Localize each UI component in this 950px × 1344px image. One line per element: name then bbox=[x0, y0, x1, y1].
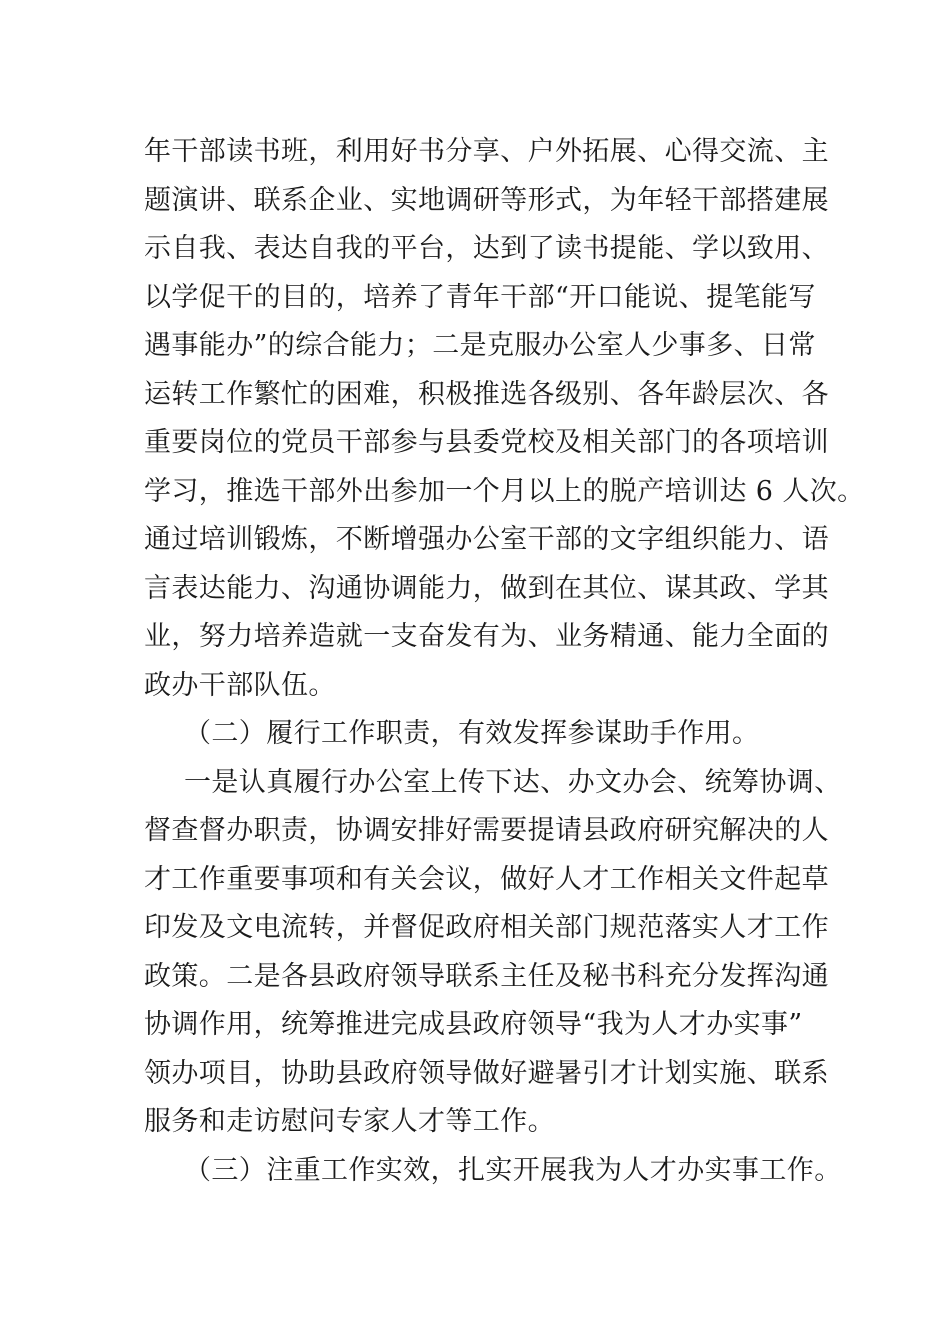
paragraph-line: 示自我、表达自我的平台，达到了读书提能、学以致用、 bbox=[144, 233, 829, 264]
paragraph-line: 才工作重要事项和有关会议，做好人才工作相关文件起草 bbox=[144, 863, 829, 895]
paragraph-line: 服务和走访慰问专家人才等工作。 bbox=[144, 1106, 555, 1137]
paragraph-line: 政办干部队伍。 bbox=[144, 669, 336, 701]
paragraph-line: 业，努力培养造就一支奋发有为、业务精通、能力全面的 bbox=[144, 621, 829, 652]
paragraph-line: 言表达能力、沟通协调能力，做到在其位、谋其政、学其 bbox=[144, 572, 829, 604]
section-heading: （三）注重工作实效，扎实开展我为人才办实事工作。 bbox=[184, 1154, 842, 1186]
paragraph-line: 学习，推选干部外出参加一个月以上的脱产培训达 6 人次。 bbox=[144, 475, 865, 507]
section-heading: （二）履行工作职责，有效发挥参谋助手作用。 bbox=[184, 718, 760, 749]
paragraph-line: 通过培训锻炼，不断增强办公室干部的文字组织能力、语 bbox=[144, 524, 829, 555]
paragraph-line: 题演讲、联系企业、实地调研等形式，为年轻干部搭建展 bbox=[144, 184, 829, 216]
paragraph-line: 年干部读书班，利用好书分享、户外拓展、心得交流、主 bbox=[144, 136, 829, 167]
paragraph-line: 印发及文电流转，并督促政府相关部门规范落实人才工作 bbox=[144, 912, 829, 943]
paragraph-line: 一是认真履行办公室上传下达、办文办会、统筹协调、 bbox=[184, 766, 842, 798]
paragraph-line: 领办项目，协助县政府领导做好避暑引才计划实施、联系 bbox=[144, 1057, 829, 1089]
paragraph-line: 协调作用，统筹推进完成县政府领导“我为人才办实事” bbox=[144, 1009, 803, 1040]
paragraph-line: 重要岗位的党员干部参与县委党校及相关部门的各项培训 bbox=[144, 427, 829, 458]
paragraph-line: 遇事能办”的综合能力；二是克服办公室人少事多、日常 bbox=[144, 330, 816, 361]
paragraph-line: 以学促干的目的，培养了青年干部“开口能说、提笔能写 bbox=[144, 281, 816, 313]
document-body bbox=[144, 128, 865, 1195]
paragraph-line: 运转工作繁忙的困难，积极推选各级别、各年龄层次、各 bbox=[144, 378, 829, 410]
paragraph-line: 督查督办职责，协调安排好需要提请县政府研究解决的人 bbox=[144, 815, 829, 846]
paragraph-line: 政策。二是各县政府领导联系主任及秘书科充分发挥沟通 bbox=[144, 960, 829, 992]
